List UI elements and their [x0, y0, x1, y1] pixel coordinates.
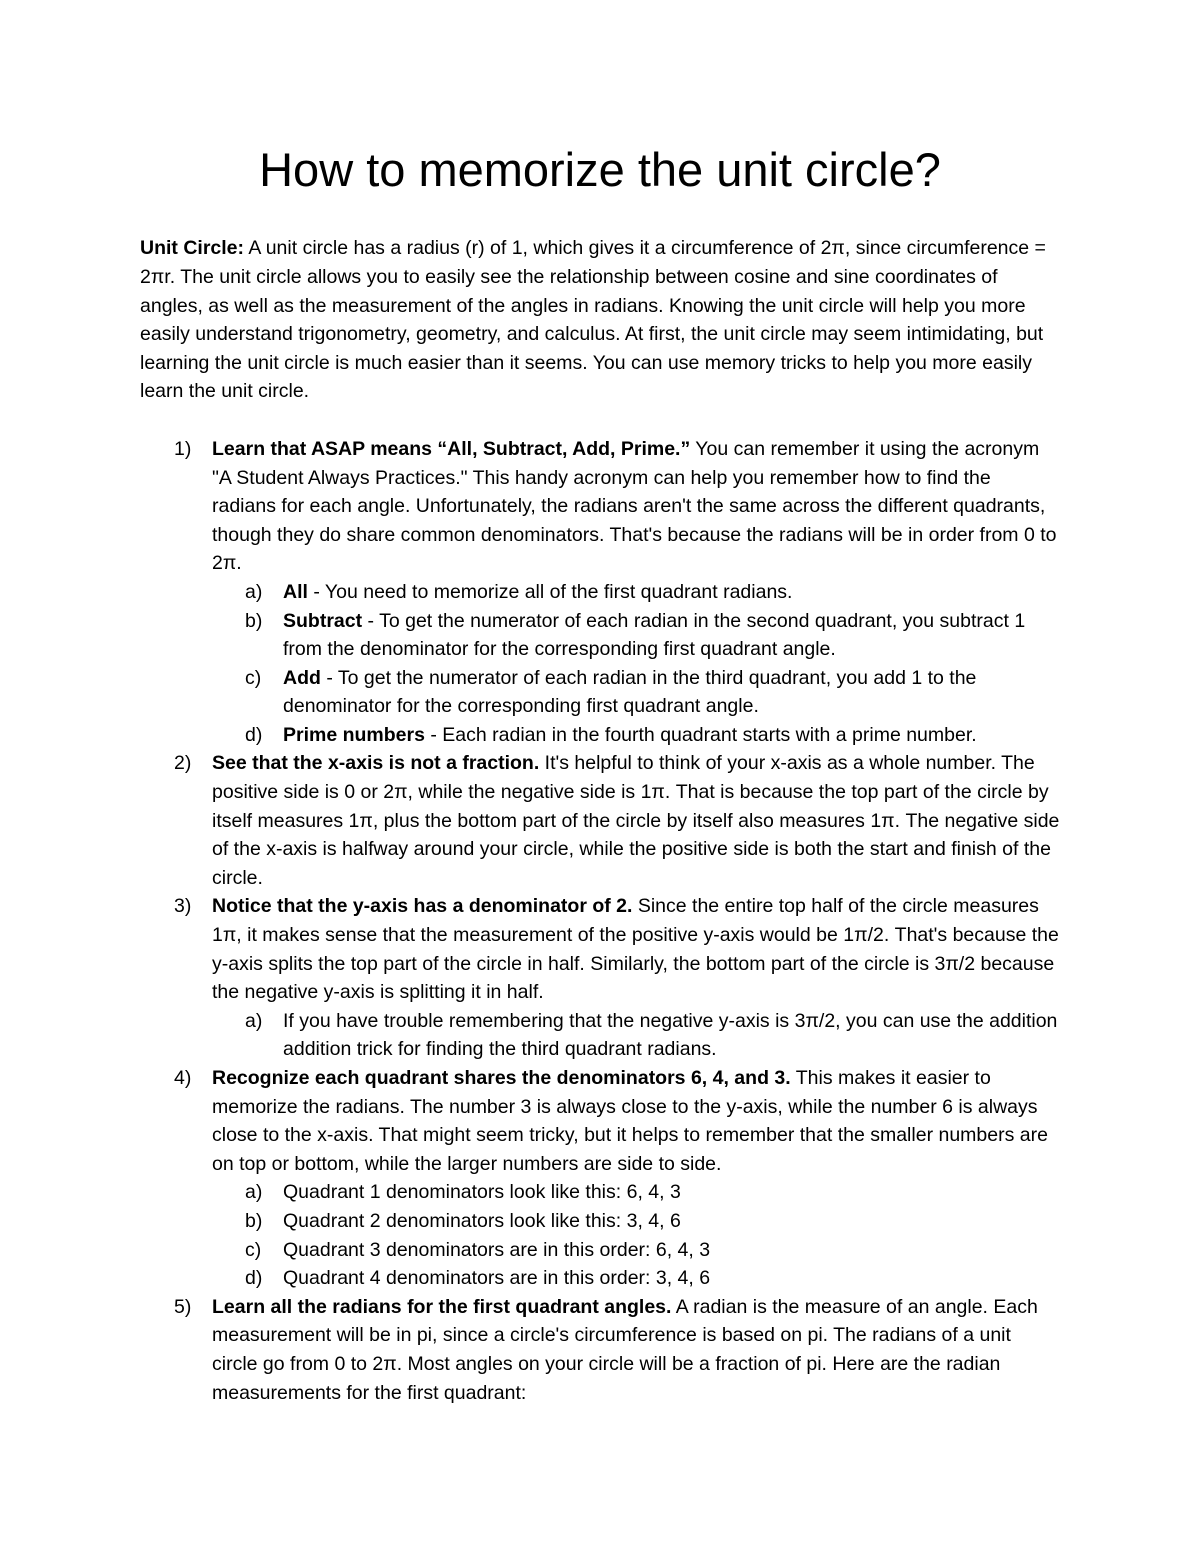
- step-number: 3): [174, 895, 192, 918]
- sub-text: - To get the numerator of each radian in the third quadrant, you add 1 to the denominator for the corresponding first quadrant angle.: [283, 666, 977, 718]
- step-number: 4): [174, 1067, 192, 1090]
- sub-letter: d): [245, 723, 263, 746]
- page-title: How to memorize the unit circle?: [259, 143, 941, 196]
- sub-text: Quadrant 2 denominators look like this: 3, 4, 6: [283, 1209, 681, 1232]
- sub-list-item: [212, 1007, 1060, 1064]
- sub-list: [212, 578, 1060, 750]
- step-number: 2): [174, 752, 192, 775]
- sub-list-item: [212, 607, 1060, 664]
- list-item: [140, 1064, 1060, 1293]
- sub-list-item: [212, 578, 1060, 607]
- step-number: 1): [174, 437, 192, 460]
- step-text: You can remember it using the acronym "A Student Always Practices." This handy acronym can help you remember how to find the radians for each angle. Unfortunately, the radians aren't the same across the different quadrants, though they do share common denominators. That's because the radians will be in order from 0 to 2π.: [212, 437, 1057, 575]
- sub-text: Quadrant 3 denominators are in this order: 6, 4, 3: [283, 1238, 711, 1261]
- sub-letter: b): [245, 609, 263, 632]
- sub-letter: c): [245, 666, 262, 689]
- sub-list-item: [212, 1207, 1060, 1236]
- sub-heading: All: [283, 580, 308, 603]
- step-text: A radian is the measure of an angle. Each measurement will be in pi, since a circle's circumference is based on pi. The radians of a unit circle go from 0 to 2π. Most angles on your circle will be a fraction of pi. Here are the radian measurements for the first quadrant:: [212, 1295, 1038, 1404]
- sub-letter: b): [245, 1209, 263, 1232]
- sub-letter: a): [245, 1181, 263, 1204]
- sub-letter: d): [245, 1267, 263, 1290]
- sub-list-item: [212, 664, 1060, 721]
- intro-paragraph: [140, 234, 1060, 406]
- step-text: It's helpful to think of your x-axis as a whole number. The positive side is 0 or 2π, while the negative side is 1π. That is because the top part of the circle by itself measures 1π, plus the bottom part of the circle by itself also measures 1π. The negative side of the x-axis is halfway around your circle, while the positive side is both the start and finish of the circle.: [212, 752, 1060, 889]
- step-heading: Notice that the y-axis has a denominator of 2.: [212, 895, 633, 918]
- sub-list-item: [212, 1178, 1060, 1207]
- step-number: 5): [174, 1295, 192, 1318]
- steps-list: [140, 435, 1060, 1407]
- sub-letter: a): [245, 580, 263, 603]
- sub-text: - Each radian in the fourth quadrant starts with a prime number.: [424, 723, 977, 746]
- step-heading: Learn that ASAP means “All, Subtract, Add, Prime.”: [212, 437, 691, 460]
- sub-letter: c): [245, 1238, 262, 1261]
- sub-text: - To get the numerator of each radian in the second quadrant, you subtract 1 from the denominator for the corresponding first quadrant angle.: [283, 609, 1026, 661]
- intro-text: A unit circle has a radius (r) of 1, which gives it a circumference of 2π, since circumference = 2πr. The unit circle allows you to easily see the relationship between cosine and sine coordinates of angles, as well as the measurement of the angles in radians. Knowing the unit circle will help you more easily understand trigonometry, geometry, and calculus. At first, the unit circle may seem intimidating, but learning the unit circle is much easier than it seems. You can use memory tricks to help you more easily learn the unit circle.: [140, 237, 1046, 403]
- sub-letter: a): [245, 1009, 263, 1032]
- sub-list: [212, 1178, 1060, 1292]
- sub-list-item: [212, 721, 1060, 750]
- sub-text: - You need to memorize all of the first quadrant radians.: [307, 580, 793, 603]
- list-item: [140, 749, 1060, 892]
- sub-list-item: [212, 1236, 1060, 1265]
- step-heading: Recognize each quadrant shares the denominators 6, 4, and 3.: [212, 1067, 791, 1090]
- sub-heading: Prime numbers: [283, 723, 425, 746]
- sub-text: Quadrant 1 denominators look like this: 6, 4, 3: [283, 1181, 681, 1204]
- intro-label: Unit Circle:: [140, 237, 245, 260]
- sub-heading: Subtract: [283, 609, 363, 632]
- step-text: Since the entire top half of the circle measures 1π, it makes sense that the measurement of the positive y-axis would be 1π/2. That's because the y-axis splits the top part of the circle in half. Similarly, the bottom part of the circle is 3π/2 because the negative y-axis is splitting it in half.: [212, 895, 1059, 1004]
- sub-list: [212, 1007, 1060, 1064]
- list-item: [140, 435, 1060, 750]
- sub-heading: Add: [283, 666, 321, 689]
- step-text: This makes it easier to memorize the radians. The number 3 is always close to the y-axis, while the number 6 is always close to the x-axis. That might seem tricky, but it helps to remember that the smaller numbers are on top or bottom, while the larger numbers are side to side.: [212, 1067, 1048, 1175]
- step-heading: See that the x-axis is not a fraction.: [212, 752, 540, 775]
- sub-list-item: [212, 1264, 1060, 1293]
- list-item: [140, 892, 1060, 1064]
- step-heading: Learn all the radians for the first quadrant angles.: [212, 1295, 672, 1318]
- sub-text: If you have trouble remembering that the negative y-axis is 3π/2, you can use the addition addition trick for finding the third quadrant radians.: [283, 1009, 1058, 1061]
- list-item: [140, 1293, 1060, 1407]
- sub-text: Quadrant 4 denominators are in this order: 3, 4, 6: [283, 1267, 711, 1290]
